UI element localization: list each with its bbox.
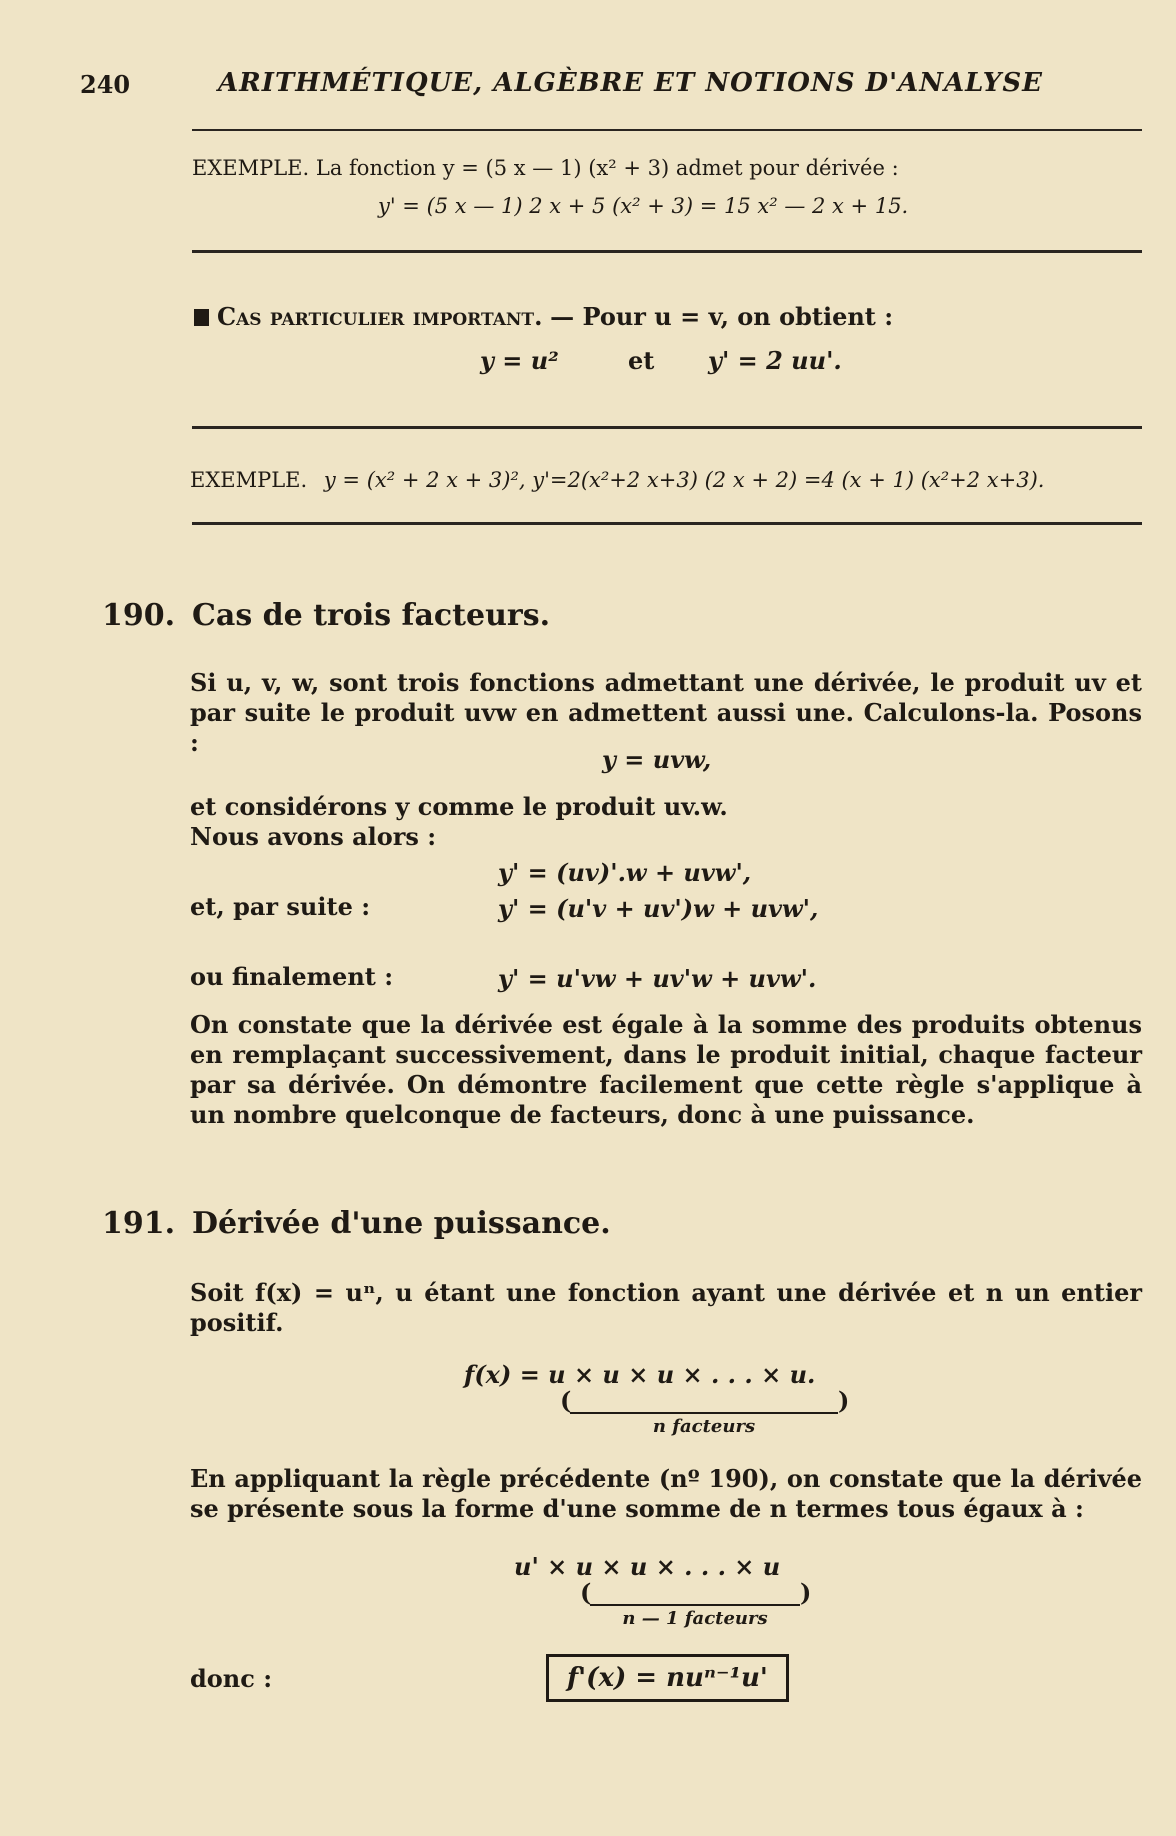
section-190-eq-3: y' = (u'v + uv')w + uvw',: [498, 894, 819, 923]
section-190-label-4: ou finalement :: [190, 962, 394, 991]
section-190-title: Cas de trois facteurs.: [192, 598, 551, 633]
section-191-number: 191.: [102, 1206, 176, 1241]
rule-example2-bottom: [192, 522, 1142, 525]
result-formula-box: f'(x) = nuⁿ⁻¹u': [546, 1654, 789, 1702]
brace-2-line: [590, 1594, 800, 1606]
section-190-line-2: Nous avons alors :: [190, 822, 437, 851]
section-190-number: 190.: [102, 598, 176, 633]
section-190-eq-2: y' = (uv)'.w + uvw',: [498, 858, 752, 887]
section-190-paragraph-2: On constate que la dérivée est égale à la somme des produits obtenus en remplaçant successivement, dans le produit initial, chaque facteur par sa dérivée. On démontre facilement que cette règle s'applique à un nombre quelconque de facteurs, donc à une puissance.: [190, 1010, 1142, 1129]
example1-label: EXEMPLE.: [192, 156, 310, 180]
special-case-connector: et: [628, 346, 655, 375]
label-donc: donc :: [190, 1664, 273, 1693]
section-191-eq-2: u' × u × u × . . . × u: [514, 1552, 781, 1581]
brace-2-right-paren: ): [800, 1578, 812, 1607]
section-191-title: Dérivée d'une puissance.: [192, 1206, 611, 1241]
section-190-eq-4: y' = u'vw + uv'w + uvw'.: [498, 964, 817, 993]
page-number: 240: [80, 70, 131, 99]
example1-formula: y' = (5 x — 1) 2 x + 5 (x² + 3) = 15 x² — 2 x + 15.: [378, 194, 909, 218]
brace-1-right-paren: ): [838, 1386, 850, 1415]
section-190-eq-1: y = uvw,: [602, 745, 712, 774]
special-case-formula-right: y' = 2 uu'.: [708, 346, 842, 375]
example1-text: La fonction y = (5 x — 1) (x² + 3) admet pour dérivée :: [315, 156, 899, 180]
section-190-paragraph-1: Si u, v, w, sont trois fonctions admettant une dérivée, le produit uv et par suite le produit uvw en admettent aussi une. Calculons-la. Posons :: [190, 668, 1142, 757]
rule-example1-bottom: [192, 250, 1142, 253]
example2-label: EXEMPLE.: [190, 468, 308, 492]
special-case-label: Cas particulier important.: [217, 302, 543, 331]
rule-special-bottom: [192, 426, 1142, 429]
brace-2-label: n — 1 facteurs: [622, 1608, 768, 1629]
brace-1-label: n facteurs: [652, 1416, 756, 1437]
brace-1-left-paren: (: [560, 1386, 572, 1415]
section-191-paragraph-1: Soit f(x) = uⁿ, u étant une fonction ayant une dérivée et n un entier positif.: [190, 1278, 1142, 1337]
example2-formula: y = (x² + 2 x + 3)², y'=2(x²+2 x+3) (2 x + 2) =4 (x + 1) (x²+2 x+3).: [323, 468, 1045, 492]
section-191-eq-1: f(x) = u × u × u × . . . × u.: [464, 1360, 816, 1389]
special-case-line: [194, 302, 893, 331]
special-case-text: — Pour u = v, on obtient :: [550, 302, 894, 331]
example2-line: [190, 468, 1044, 492]
section-190-line-1: et considérons y comme le produit uv.w.: [190, 792, 728, 821]
brace-1-line: [570, 1402, 838, 1414]
section-190-label-3: et, par suite :: [190, 892, 371, 921]
square-bullet-icon: [194, 309, 209, 326]
example1-line: [192, 156, 899, 180]
section-191-paragraph-2: En appliquant la règle précédente (nº 190), on constate que la dérivée se présente sous la forme d'une somme de n termes tous égaux à :: [190, 1464, 1142, 1523]
brace-2-left-paren: (: [580, 1578, 592, 1607]
rule-top: [192, 129, 1142, 131]
special-case-formula-left: y = u²: [480, 346, 559, 375]
running-title: ARITHMÉTIQUE, ALGÈBRE ET NOTIONS D'ANALYSE: [218, 68, 1043, 98]
